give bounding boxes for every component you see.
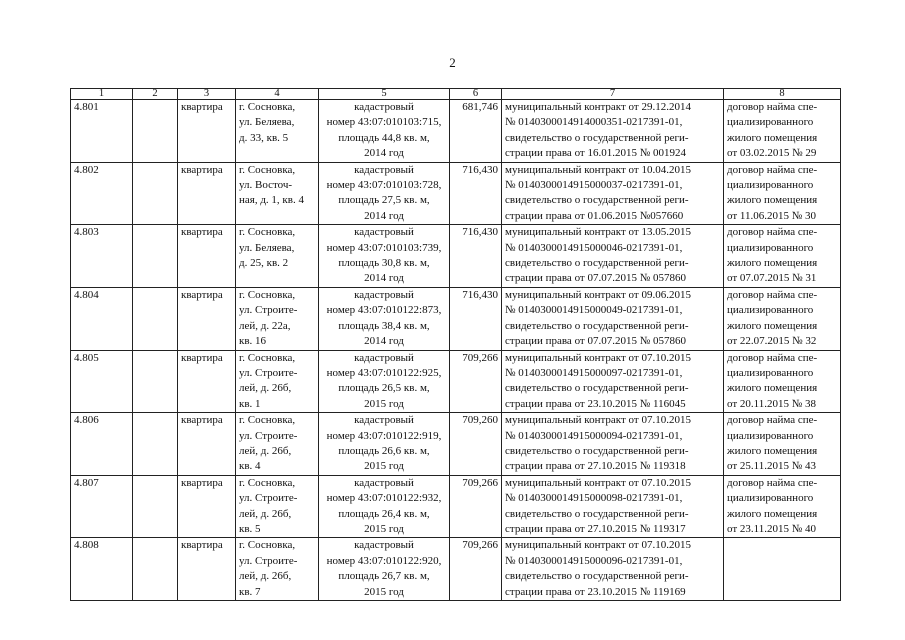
cost-cell: 709,266: [450, 538, 502, 601]
empty-cell: [133, 538, 178, 601]
lease-agreement-cell: [724, 287, 841, 350]
ownership-basis-cell: [502, 538, 724, 601]
lease-agreement-cell: [724, 475, 841, 538]
ownership-basis-cell-line: свидетельство о государственной реги-: [505, 257, 689, 270]
cadastral-description-cell-line: 2014 год: [364, 272, 404, 285]
ownership-basis-cell: [502, 287, 724, 350]
ownership-basis-cell-line: страции права от 23.10.2015 № 116045: [505, 397, 686, 410]
table-row: [71, 162, 841, 225]
ownership-basis-cell-line: муниципальный контракт от 10.04.2015: [505, 163, 691, 176]
lease-agreement-cell-line: жилого помещения: [727, 319, 818, 332]
cadastral-description-cell: [319, 475, 450, 538]
address-cell: [236, 538, 319, 601]
cadastral-description-cell-line: кадастровый: [354, 226, 414, 239]
column-header: 3: [178, 89, 236, 100]
cadastral-description-cell: [319, 225, 450, 288]
item-number-cell: 4.807: [71, 475, 133, 538]
cadastral-description-cell-line: номер 43:07:010122:932,: [326, 492, 442, 505]
address-cell-line: ул. Строите-: [239, 366, 298, 379]
address-cell-line: лей, д. 26б,: [239, 570, 292, 583]
address-cell-line: ул. Строите-: [239, 554, 298, 567]
cadastral-description-cell-line: кадастровый: [354, 476, 414, 489]
ownership-basis-cell-line: муниципальный контракт от 07.10.2015: [505, 351, 691, 364]
address-cell: [236, 162, 319, 225]
address-cell: [236, 287, 319, 350]
cost-cell: 709,266: [450, 475, 502, 538]
cadastral-description-cell-line: номер 43:07:010122:919,: [326, 429, 442, 442]
ownership-basis-cell-line: свидетельство о государственной реги-: [505, 319, 689, 332]
cadastral-description-cell-line: площадь 26,7 кв. м,: [338, 570, 430, 583]
cadastral-description-cell: [319, 100, 450, 163]
lease-agreement-cell-line: циализированного: [727, 429, 814, 442]
lease-agreement-cell-line: договор найма спе-: [727, 288, 818, 301]
address-cell: [236, 225, 319, 288]
ownership-basis-cell: [502, 100, 724, 163]
lease-agreement-cell: [724, 225, 841, 288]
address-cell-line: кв. 1: [239, 397, 261, 410]
cost-cell: 716,430: [450, 225, 502, 288]
cadastral-description-cell-line: номер 43:07:010103:739,: [326, 241, 442, 254]
ownership-basis-cell-line: № 0140300014915000037-0217391-01,: [505, 179, 683, 192]
property-type-cell: квартира: [178, 100, 236, 163]
item-number-cell: 4.801: [71, 100, 133, 163]
cadastral-description-cell-line: 2015 год: [364, 397, 404, 410]
ownership-basis-cell-line: № 0140300014914000351-0217391-01,: [505, 116, 683, 129]
lease-agreement-cell-line: жилого помещения: [727, 444, 818, 457]
lease-agreement-cell-line: договор найма спе-: [727, 101, 818, 113]
cadastral-description-cell-line: 2014 год: [364, 209, 404, 222]
lease-agreement-cell-line: циализированного: [727, 304, 814, 317]
address-cell-line: г. Сосновка,: [239, 163, 296, 176]
cadastral-description-cell-line: кадастровый: [354, 288, 414, 301]
ownership-basis-cell-line: муниципальный контракт от 13.05.2015: [505, 226, 691, 239]
cadastral-description-cell-line: кадастровый: [354, 101, 414, 113]
lease-agreement-cell-line: от 23.11.2015 № 40: [727, 522, 816, 535]
lease-agreement-cell: [724, 162, 841, 225]
lease-agreement-cell-line: циализированного: [727, 179, 814, 192]
address-cell-line: лей, д. 26б,: [239, 382, 292, 395]
cadastral-description-cell: [319, 413, 450, 476]
cadastral-description-cell-line: номер 43:07:010122:873,: [326, 304, 442, 317]
empty-cell: [133, 287, 178, 350]
cadastral-description-cell-line: 2014 год: [364, 147, 404, 160]
cadastral-description-cell-line: кадастровый: [354, 351, 414, 364]
property-registry-table: [70, 88, 841, 601]
ownership-basis-cell-line: страции права от 16.01.2015 № 001924: [505, 147, 686, 160]
lease-agreement-cell-line: договор найма спе-: [727, 351, 818, 364]
column-header: 8: [724, 89, 841, 100]
empty-cell: [133, 100, 178, 163]
ownership-basis-cell: [502, 475, 724, 538]
empty-cell: [133, 350, 178, 413]
ownership-basis-cell-line: муниципальный контракт от 07.10.2015: [505, 476, 691, 489]
address-cell-line: лей, д. 26б,: [239, 444, 292, 457]
cadastral-description-cell-line: площадь 38,4 кв. м,: [338, 319, 430, 332]
cadastral-description-cell-line: 2015 год: [364, 460, 404, 473]
address-cell-line: г. Сосновка,: [239, 539, 296, 552]
property-type-cell: квартира: [178, 350, 236, 413]
cadastral-description-cell-line: кадастровый: [354, 163, 414, 176]
ownership-basis-cell-line: страции права от 07.07.2015 № 057860: [505, 335, 686, 348]
column-header: 7: [502, 89, 724, 100]
address-cell-line: кв. 16: [239, 335, 267, 348]
table-row: [71, 287, 841, 350]
lease-agreement-cell-line: договор найма спе-: [727, 414, 818, 427]
lease-agreement-cell-line: циализированного: [727, 492, 814, 505]
item-number-cell: 4.806: [71, 413, 133, 476]
address-cell-line: ул. Строите-: [239, 429, 298, 442]
column-header: 1: [71, 89, 133, 100]
address-cell-line: кв. 5: [239, 522, 261, 535]
item-number-cell: 4.805: [71, 350, 133, 413]
ownership-basis-cell-line: страции права от 27.10.2015 № 119317: [505, 522, 686, 535]
ownership-basis-cell: [502, 413, 724, 476]
address-cell-line: г. Сосновка,: [239, 351, 296, 364]
lease-agreement-cell-line: от 03.02.2015 № 29: [727, 147, 817, 160]
ownership-basis-cell-line: муниципальный контракт от 07.10.2015: [505, 539, 691, 552]
lease-agreement-cell-line: от 07.07.2015 № 31: [727, 272, 817, 285]
lease-agreement-cell: [724, 100, 841, 163]
address-cell: [236, 350, 319, 413]
cadastral-description-cell-line: кадастровый: [354, 539, 414, 552]
ownership-basis-cell-line: страции права от 01.06.2015 №057660: [505, 209, 684, 222]
lease-agreement-cell: [724, 538, 841, 601]
table-row: [71, 475, 841, 538]
item-number-cell: 4.808: [71, 538, 133, 601]
column-header: 6: [450, 89, 502, 100]
lease-agreement-cell-line: циализированного: [727, 241, 814, 254]
cadastral-description-cell-line: 2015 год: [364, 522, 404, 535]
ownership-basis-cell-line: свидетельство о государственной реги-: [505, 507, 689, 520]
address-cell: [236, 100, 319, 163]
column-header: 4: [236, 89, 319, 100]
lease-agreement-cell-line: от 20.11.2015 № 38: [727, 397, 816, 410]
ownership-basis-cell-line: № 0140300014915000096-0217391-01,: [505, 554, 683, 567]
address-cell-line: ул. Беляева,: [239, 116, 295, 129]
cadastral-description-cell-line: кадастровый: [354, 414, 414, 427]
address-cell-line: д. 33, кв. 5: [239, 131, 289, 144]
cost-cell: 681,746: [450, 100, 502, 163]
cadastral-description-cell-line: номер 43:07:010122:925,: [326, 366, 442, 379]
lease-agreement-cell-line: договор найма спе-: [727, 226, 818, 239]
cost-cell: 716,430: [450, 287, 502, 350]
ownership-basis-cell-line: муниципальный контракт от 09.06.2015: [505, 288, 691, 301]
address-cell: [236, 413, 319, 476]
property-type-cell: квартира: [178, 287, 236, 350]
address-cell-line: лей, д. 26б,: [239, 507, 292, 520]
lease-agreement-cell-line: жилого помещения: [727, 507, 818, 520]
cadastral-description-cell-line: площадь 44,8 кв. м,: [338, 131, 430, 144]
ownership-basis-cell-line: страции права от 23.10.2015 № 119169: [505, 585, 686, 598]
empty-cell: [133, 475, 178, 538]
address-cell-line: кв. 7: [239, 585, 261, 598]
lease-agreement-cell-line: договор найма спе-: [727, 163, 818, 176]
lease-agreement-cell-line: от 25.11.2015 № 43: [727, 460, 816, 473]
cadastral-description-cell-line: 2014 год: [364, 335, 404, 348]
cadastral-description-cell-line: номер 43:07:010103:728,: [326, 179, 442, 192]
lease-agreement-cell-line: договор найма спе-: [727, 476, 818, 489]
lease-agreement-cell-line: жилого помещения: [727, 194, 818, 207]
ownership-basis-cell-line: свидетельство о государственной реги-: [505, 382, 689, 395]
item-number-cell: 4.802: [71, 162, 133, 225]
cadastral-description-cell: [319, 350, 450, 413]
item-number-cell: 4.803: [71, 225, 133, 288]
cost-cell: 709,266: [450, 350, 502, 413]
address-cell-line: ул. Восточ-: [239, 179, 293, 192]
column-header: 2: [133, 89, 178, 100]
address-cell-line: г. Сосновка,: [239, 288, 296, 301]
address-cell-line: д. 25, кв. 2: [239, 257, 289, 270]
ownership-basis-cell: [502, 162, 724, 225]
address-cell-line: г. Сосновка,: [239, 226, 296, 239]
ownership-basis-cell-line: № 0140300014915000097-0217391-01,: [505, 366, 683, 379]
ownership-basis-cell-line: свидетельство о государственной реги-: [505, 194, 689, 207]
column-header: 5: [319, 89, 450, 100]
lease-agreement-cell-line: жилого помещения: [727, 382, 818, 395]
ownership-basis-cell-line: № 0140300014915000046-0217391-01,: [505, 241, 683, 254]
column-number-row: [71, 89, 841, 100]
address-cell-line: кв. 4: [239, 460, 261, 473]
table-row: [71, 350, 841, 413]
address-cell-line: ул. Строите-: [239, 492, 298, 505]
ownership-basis-cell-line: № 0140300014915000049-0217391-01,: [505, 304, 683, 317]
ownership-basis-cell-line: страции права от 27.10.2015 № 119318: [505, 460, 686, 473]
address-cell: [236, 475, 319, 538]
ownership-basis-cell-line: № 0140300014915000094-0217391-01,: [505, 429, 683, 442]
cadastral-description-cell-line: номер 43:07:010122:920,: [326, 554, 442, 567]
ownership-basis-cell: [502, 350, 724, 413]
property-type-cell: квартира: [178, 225, 236, 288]
cadastral-description-cell-line: площадь 26,6 кв. м,: [338, 444, 430, 457]
cost-cell: 716,430: [450, 162, 502, 225]
table-row: [71, 413, 841, 476]
address-cell-line: ул. Беляева,: [239, 241, 295, 254]
ownership-basis-cell-line: муниципальный контракт от 29.12.2014: [505, 101, 691, 113]
cadastral-description-cell-line: площадь 26,5 кв. м,: [338, 382, 430, 395]
lease-agreement-cell-line: жилого помещения: [727, 131, 818, 144]
registry-body: [71, 100, 841, 601]
address-cell-line: г. Сосновка,: [239, 101, 296, 113]
ownership-basis-cell: [502, 225, 724, 288]
property-type-cell: квартира: [178, 538, 236, 601]
lease-agreement-cell-line: циализированного: [727, 116, 814, 129]
ownership-basis-cell-line: свидетельство о государственной реги-: [505, 444, 689, 457]
address-cell-line: лей, д. 22а,: [239, 319, 291, 332]
ownership-basis-cell-line: страции права от 07.07.2015 № 057860: [505, 272, 686, 285]
lease-agreement-cell: [724, 413, 841, 476]
property-type-cell: квартира: [178, 475, 236, 538]
empty-cell: [133, 225, 178, 288]
lease-agreement-cell-line: от 22.07.2015 № 32: [727, 335, 817, 348]
cadastral-description-cell: [319, 162, 450, 225]
cadastral-description-cell-line: площадь 26,4 кв. м,: [338, 507, 430, 520]
lease-agreement-cell: [724, 350, 841, 413]
cadastral-description-cell: [319, 287, 450, 350]
table-row: [71, 538, 841, 601]
ownership-basis-cell-line: муниципальный контракт от 07.10.2015: [505, 414, 691, 427]
cost-cell: 709,260: [450, 413, 502, 476]
empty-cell: [133, 162, 178, 225]
property-type-cell: квартира: [178, 413, 236, 476]
lease-agreement-cell-line: циализированного: [727, 366, 814, 379]
cadastral-description-cell-line: номер 43:07:010103:715,: [326, 116, 442, 129]
property-type-cell: квартира: [178, 162, 236, 225]
item-number-cell: 4.804: [71, 287, 133, 350]
cadastral-description-cell-line: 2015 год: [364, 585, 404, 598]
empty-cell: [133, 413, 178, 476]
address-cell-line: ная, д. 1, кв. 4: [239, 194, 304, 207]
page-number: 2: [449, 55, 456, 70]
address-cell-line: г. Сосновка,: [239, 414, 296, 427]
lease-agreement-cell-line: жилого помещения: [727, 257, 818, 270]
cadastral-description-cell-line: площадь 30,8 кв. м,: [338, 257, 430, 270]
address-cell-line: г. Сосновка,: [239, 476, 296, 489]
table-row: [71, 225, 841, 288]
ownership-basis-cell-line: № 0140300014915000098-0217391-01,: [505, 492, 683, 505]
cadastral-description-cell: [319, 538, 450, 601]
table-row: [71, 100, 841, 163]
ownership-basis-cell-line: свидетельство о государственной реги-: [505, 570, 689, 583]
lease-agreement-cell-line: от 11.06.2015 № 30: [727, 209, 816, 222]
address-cell-line: ул. Строите-: [239, 304, 298, 317]
cadastral-description-cell-line: площадь 27,5 кв. м,: [338, 194, 430, 207]
ownership-basis-cell-line: свидетельство о государственной реги-: [505, 131, 689, 144]
